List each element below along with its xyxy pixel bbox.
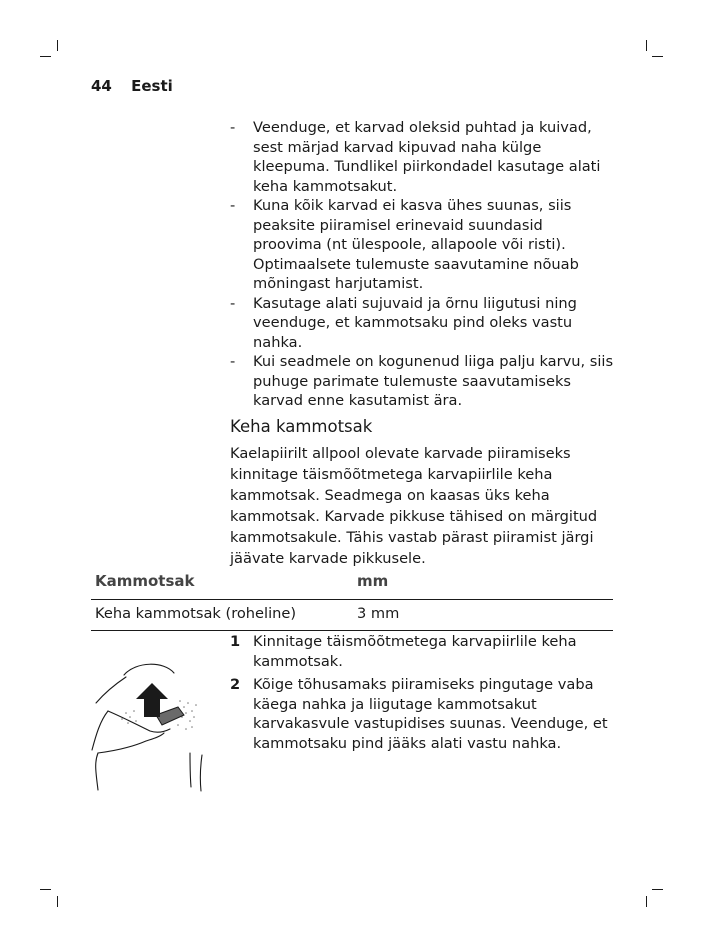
list-item: - Kuna kõik karvad ei kasva ühes suunas, siis peaksite piiramisel erinevaid suundasid proovima (nt ülespoole, allapoole või risti). Optimaalsete tulemuste saavutamine nõuab mõningast harjutamist. xyxy=(230,197,579,292)
table-cell: 3 mm xyxy=(357,605,400,622)
crop-mark xyxy=(646,896,647,907)
page-header xyxy=(91,77,173,95)
bullet-dash: - xyxy=(230,197,236,214)
table-header xyxy=(91,566,613,600)
tips-list xyxy=(230,118,615,411)
list-item: 1 Kinnitage täismõõtmetega karvapiirlile keha kammotsak. xyxy=(230,633,577,670)
crop-mark xyxy=(57,40,58,51)
crop-mark xyxy=(57,896,58,907)
crop-mark xyxy=(40,889,51,890)
section-heading: Keha kammotsak xyxy=(230,417,373,436)
bullet-dash: - xyxy=(230,119,236,136)
crop-mark xyxy=(40,56,51,57)
comb-table xyxy=(91,566,613,631)
crop-mark xyxy=(652,889,663,890)
list-item: - Kasutage alati sujuvaid ja õrnu liigutusi ning veenduge, et kammotsaku pind oleks vastu nahka. xyxy=(230,294,577,351)
list-item: - Veenduge, et karvad oleksid puhtad ja kuivad, sest märjad karvad kipuvad naha külge kleepuma. Tundlikel piirkondadel kasutage alati keha kammotsakut. xyxy=(230,119,601,195)
table-header-cell: Kammotsak xyxy=(95,572,195,590)
table-row xyxy=(91,600,613,631)
crop-mark xyxy=(646,40,647,51)
list-item: - Kui seadmele on kogunenud liiga palju karvu, siis puhuge parimate tulemuste saavutamiseks karvad enne kasutamist ära. xyxy=(230,353,614,409)
table-header-cell: mm xyxy=(357,572,389,590)
bullet-dash: - xyxy=(230,294,236,312)
step-number: 1 xyxy=(230,633,241,650)
steps-list xyxy=(230,632,615,757)
body-trimming-illustration xyxy=(86,655,216,795)
list-item: 2 Kõige tõhusamaks piiramiseks pingutage vaba käega nahka ja liigutage kammotsakut karvakasvule vastupidises suunas. Veenduge, et kammotsaku pind jääks alati vastu nahka. xyxy=(230,676,608,752)
page-number: 44 xyxy=(91,77,112,95)
step-number: 2 xyxy=(230,676,241,693)
bullet-dash: - xyxy=(230,353,236,370)
language-label: Eesti xyxy=(131,77,173,95)
table-cell: Keha kammotsak (roheline) xyxy=(95,605,297,622)
crop-mark xyxy=(652,56,663,57)
section-body: Kaelapiirilt allpool olevate karvade piiramiseks kinnitage täismõõtmetega karvapiirlile keha kammotsak. Seadmega on kaasas üks keha kammotsak. Karvade pikkuse tähised on märgitud kammotsakule. Tähis vastab pärast piiramist järgi jäävate karvade pikkusele. xyxy=(230,445,598,567)
